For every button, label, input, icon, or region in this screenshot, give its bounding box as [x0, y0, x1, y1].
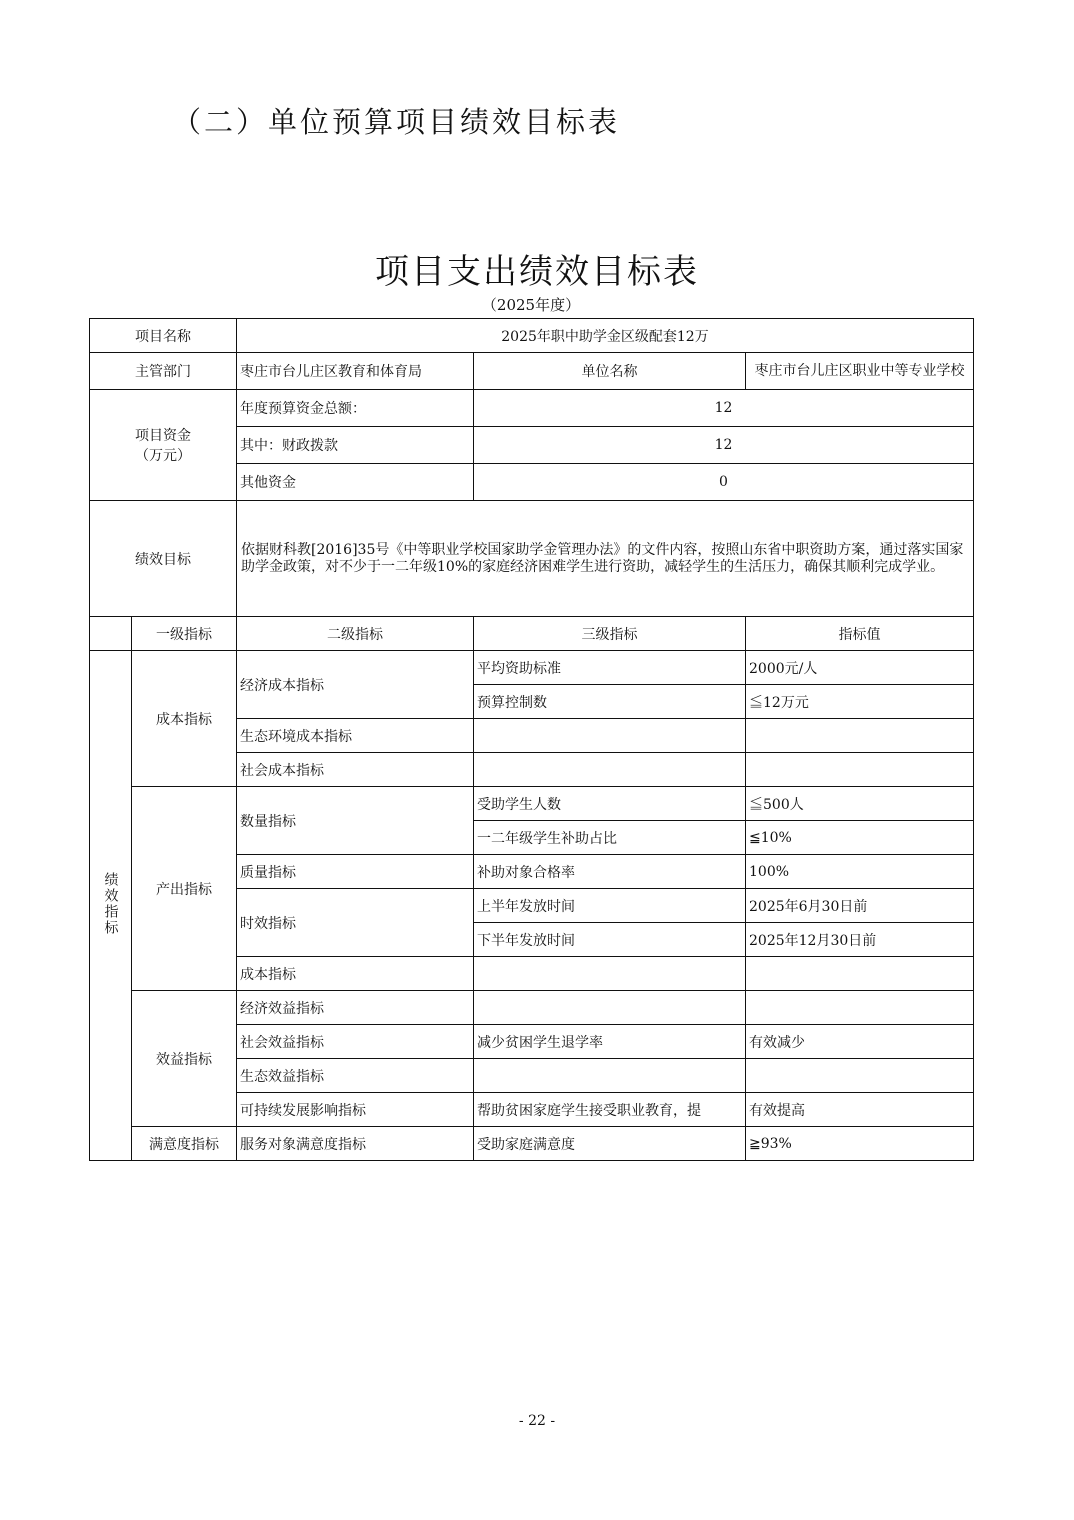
- total-value: 12: [474, 390, 974, 427]
- goal-text: 依据财科教[2016]35号《中等职业学校国家助学金管理办法》的文件内容，按照山东省中职资助方案，通过落实国家助学金政策，对不少于一二年级10%的家庭经济困难学生进行资助，减轻学生的生活压力，确保其顺利完成学业。: [237, 501, 974, 617]
- header-blank: [90, 617, 132, 651]
- level3-cell: 下半年发放时间: [474, 923, 746, 957]
- value-cell: ≦500人: [746, 787, 974, 821]
- unit-value: 枣庄市台儿庄区职业中等专业学校: [746, 353, 974, 390]
- value-cell: ≧93%: [746, 1127, 974, 1161]
- level2-cell: 生态环境成本指标: [237, 719, 474, 753]
- value-cell: 有效减少: [746, 1025, 974, 1059]
- table-row: [90, 787, 974, 821]
- table-row: [90, 501, 974, 617]
- project-name-label: 项目名称: [90, 319, 237, 353]
- level3-cell: [474, 991, 746, 1025]
- other-value: 0: [474, 464, 974, 501]
- level3-cell: [474, 1059, 746, 1093]
- fiscal-value: 12: [474, 427, 974, 464]
- header-level1: 一级指标: [132, 617, 237, 651]
- table-row: [90, 991, 974, 1025]
- header-row: [90, 617, 974, 651]
- section-title: （二）单位预算项目绩效目标表: [172, 105, 621, 139]
- level3-cell: 帮助贫困家庭学生接受职业教育，提: [474, 1093, 746, 1127]
- level2-cell: 时效指标: [237, 889, 474, 957]
- table-year: （2025年度）: [481, 296, 581, 314]
- value-cell: 2025年6月30日前: [746, 889, 974, 923]
- level2-cell: 质量指标: [237, 855, 474, 889]
- table-row: [90, 353, 974, 390]
- value-cell: [746, 1059, 974, 1093]
- level3-cell: 上半年发放时间: [474, 889, 746, 923]
- level3-cell: 补助对象合格率: [474, 855, 746, 889]
- level1-cost: 成本指标: [132, 651, 237, 787]
- level2-cell: 成本指标: [237, 957, 474, 991]
- funds-label-line1: 项目资金: [135, 428, 191, 444]
- level2-cell: 社会成本指标: [237, 753, 474, 787]
- level2-cell: 经济成本指标: [237, 651, 474, 719]
- level3-cell: [474, 753, 746, 787]
- level3-cell: 预算控制数: [474, 685, 746, 719]
- page-number: - 22 -: [518, 1413, 556, 1429]
- level2-cell: 数量指标: [237, 787, 474, 855]
- total-label: 年度预算资金总额：: [237, 390, 474, 427]
- level2-cell: 经济效益指标: [237, 991, 474, 1025]
- goal-label: 绩效目标: [90, 501, 237, 617]
- level1-benefit: 效益指标: [132, 991, 237, 1127]
- level3-cell: 受助家庭满意度: [474, 1127, 746, 1161]
- header-level2: 二级指标: [237, 617, 474, 651]
- value-cell: 2000元/人: [746, 651, 974, 685]
- level3-cell: 一二年级学生补助占比: [474, 821, 746, 855]
- table-row: [90, 651, 974, 685]
- value-cell: [746, 991, 974, 1025]
- funds-label-line2: （万元）: [135, 448, 191, 464]
- performance-table: [89, 318, 974, 1161]
- level2-cell: 服务对象满意度指标: [237, 1127, 474, 1161]
- header-value: 指标值: [746, 617, 974, 651]
- value-cell: [746, 719, 974, 753]
- level1-output: 产出指标: [132, 787, 237, 991]
- funds-label: [90, 390, 237, 501]
- level3-cell: 受助学生人数: [474, 787, 746, 821]
- value-cell: 100%: [746, 855, 974, 889]
- level2-cell: 生态效益指标: [237, 1059, 474, 1093]
- dept-label: 主管部门: [90, 353, 237, 390]
- header-level3: 三级指标: [474, 617, 746, 651]
- value-cell: 有效提高: [746, 1093, 974, 1127]
- group-label: [90, 651, 132, 1161]
- dept-value: 枣庄市台儿庄区教育和体育局: [237, 353, 474, 390]
- table-row: [90, 1127, 974, 1161]
- table-title: 项目支出绩效目标表: [375, 252, 699, 292]
- level2-cell: 可持续发展影响指标: [237, 1093, 474, 1127]
- value-cell: 2025年12月30日前: [746, 923, 974, 957]
- level3-cell: 减少贫困学生退学率: [474, 1025, 746, 1059]
- level3-cell: [474, 957, 746, 991]
- level3-cell: [474, 719, 746, 753]
- fiscal-label: 其中：财政拨款: [237, 427, 474, 464]
- level1-satisfaction: 满意度指标: [132, 1127, 237, 1161]
- value-cell: ≦10%: [746, 821, 974, 855]
- other-label: 其他资金: [237, 464, 474, 501]
- value-cell: ≦12万元: [746, 685, 974, 719]
- table-row: [90, 319, 974, 353]
- level2-cell: 社会效益指标: [237, 1025, 474, 1059]
- value-cell: [746, 957, 974, 991]
- value-cell: [746, 753, 974, 787]
- table-row: [90, 390, 974, 427]
- unit-label: 单位名称: [474, 353, 746, 390]
- level3-cell: 平均资助标准: [474, 651, 746, 685]
- project-name: 2025年职中助学金区级配套12万: [237, 319, 974, 353]
- group-label-text: 绩效指标: [102, 871, 119, 936]
